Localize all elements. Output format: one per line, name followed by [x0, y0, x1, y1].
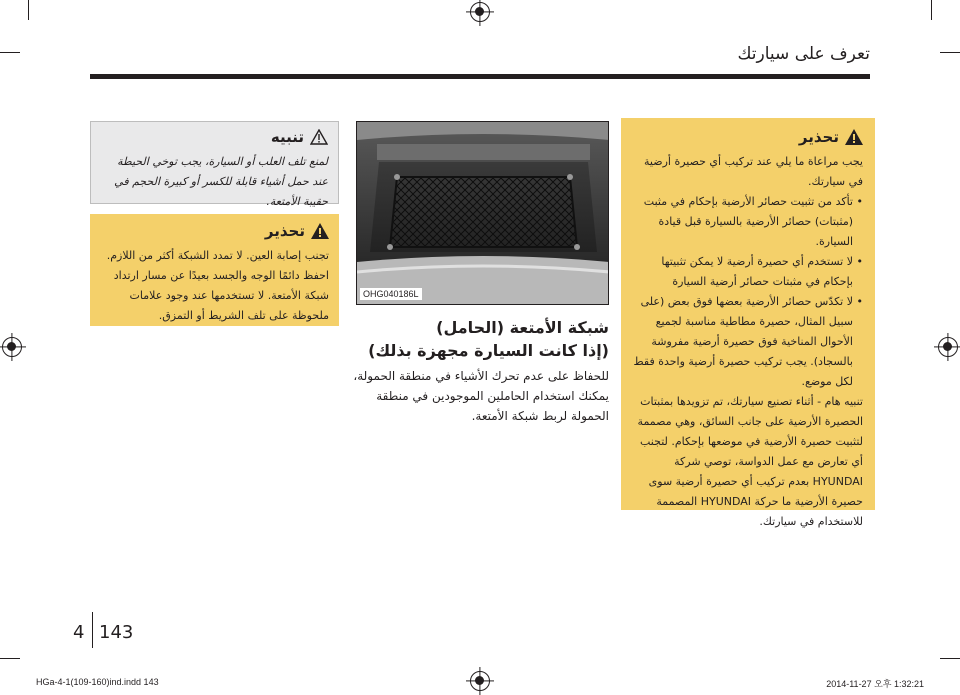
footer-filename: HGa-4-1(109-160)ind.indd 143 — [36, 677, 159, 687]
section-body: للحفاظ على عدم تحرك الأشياء في منطقة الحمولة، يمكنك استخدام الحاملين الموجودين في منطقة الحمولة لربط شبكة الأمتعة. — [353, 369, 609, 423]
caution-text: لمنع تلف العلب أو السيارة، يجب توخي الحيطة عند حمل أشياء قابلة للكسر أو كبيرة الحجم في حقيبة الأمتعة. — [114, 155, 328, 208]
warning-side-text: تجنب إصابة العين. لا تمدد الشبكة أكثر من اللازم. احفظ دائمًا الوجه والجسد بعيدًا عن مسار ارتداد شبكة الأمتعة. لا تستخدمها عند وجود علامات ملحوظة على تلف الشريط أو التمزق. — [106, 249, 329, 322]
registration-mark-icon — [470, 671, 490, 691]
warning-triangle-icon — [845, 129, 863, 145]
section-heading-line: شبكة الأمتعة (الحامل) — [436, 318, 609, 337]
warning-title — [100, 222, 329, 240]
trunk-luggage-net-photo — [356, 121, 609, 305]
caution-box — [90, 121, 339, 208]
caution-title-text: تنبيه — [270, 128, 304, 146]
registration-mark-icon — [938, 337, 958, 357]
crop-mark — [0, 658, 20, 659]
caution-triangle-icon — [310, 129, 328, 145]
warning-box-floor-mats — [621, 118, 875, 528]
warning-bullet: • لا تكدّس حصائر الأرضية بعضها فوق بعض (على سبيل المثال، حصيرة مطاطية مناسبة لجميع الأحوال المناخية فوق حصيرة أرضية مفروشة بالسجاد). يجب تركيب حصيرة أرضية واحدة فقط لكل موضع. — [633, 292, 863, 392]
page-number: 143 — [99, 622, 134, 643]
warning-title — [633, 128, 863, 146]
crop-mark — [0, 52, 20, 53]
photo-code-label: OHG040186L — [360, 288, 422, 300]
warning-title-text: تحذير — [798, 128, 839, 146]
warning-bullet: • لا تستخدم أي حصيرة أرضية لا يمكن تثبيتها بإحكام في مثبتات حصائر أرضية السيارة — [633, 252, 863, 292]
page-number-divider — [92, 612, 93, 648]
crop-mark — [28, 0, 29, 20]
warning-note: تنبيه هام - أثناء تصنيع سيارتك، تم تزويدها بمثبتات الحصيرة الأرضية على جانب السائق، وهي مصممة لتثبيت حصيرة الأرضية في موضعها بإحكام. لتجنب أي تعارض مع عمل الدواسة، توصي شركة HYUNDAI بعدم تركيب أي حصيرة أرضية سوى حصيرة الأرضية ما حركة HYUNDAI المصممة للاستخدام في سيارتك. — [637, 395, 863, 528]
crop-mark — [940, 658, 960, 659]
section-heading — [351, 316, 609, 362]
warning-triangle-icon — [311, 223, 329, 239]
crop-mark — [940, 52, 960, 53]
warning-box-luggage-net — [90, 214, 339, 326]
trunk-illustration — [357, 122, 609, 305]
crop-mark — [931, 0, 932, 20]
chapter-number: 4 — [73, 622, 85, 643]
page-header-title: تعرف على سيارتك — [737, 44, 870, 64]
section-heading-line: (إذا كانت السيارة مجهزة بذلك) — [368, 341, 609, 360]
header-rule — [90, 74, 870, 79]
registration-mark-icon — [2, 337, 22, 357]
caution-title — [101, 128, 328, 146]
warning-title-text: تحذير — [264, 222, 305, 240]
registration-mark-icon — [470, 2, 490, 22]
footer-date: 2014-11-27 오후 1:32:21 — [826, 679, 924, 689]
warning-intro: يجب مراعاة ما يلي عند تركيب أي حصيرة أرضية في سيارتك. — [644, 155, 863, 188]
warning-bullet: • تأكد من تثبيت حصائر الأرضية بإحكام في مثبت (مثبتات) حصائر الأرضية بالسيارة قبل قيادة السيارة. — [633, 192, 863, 252]
